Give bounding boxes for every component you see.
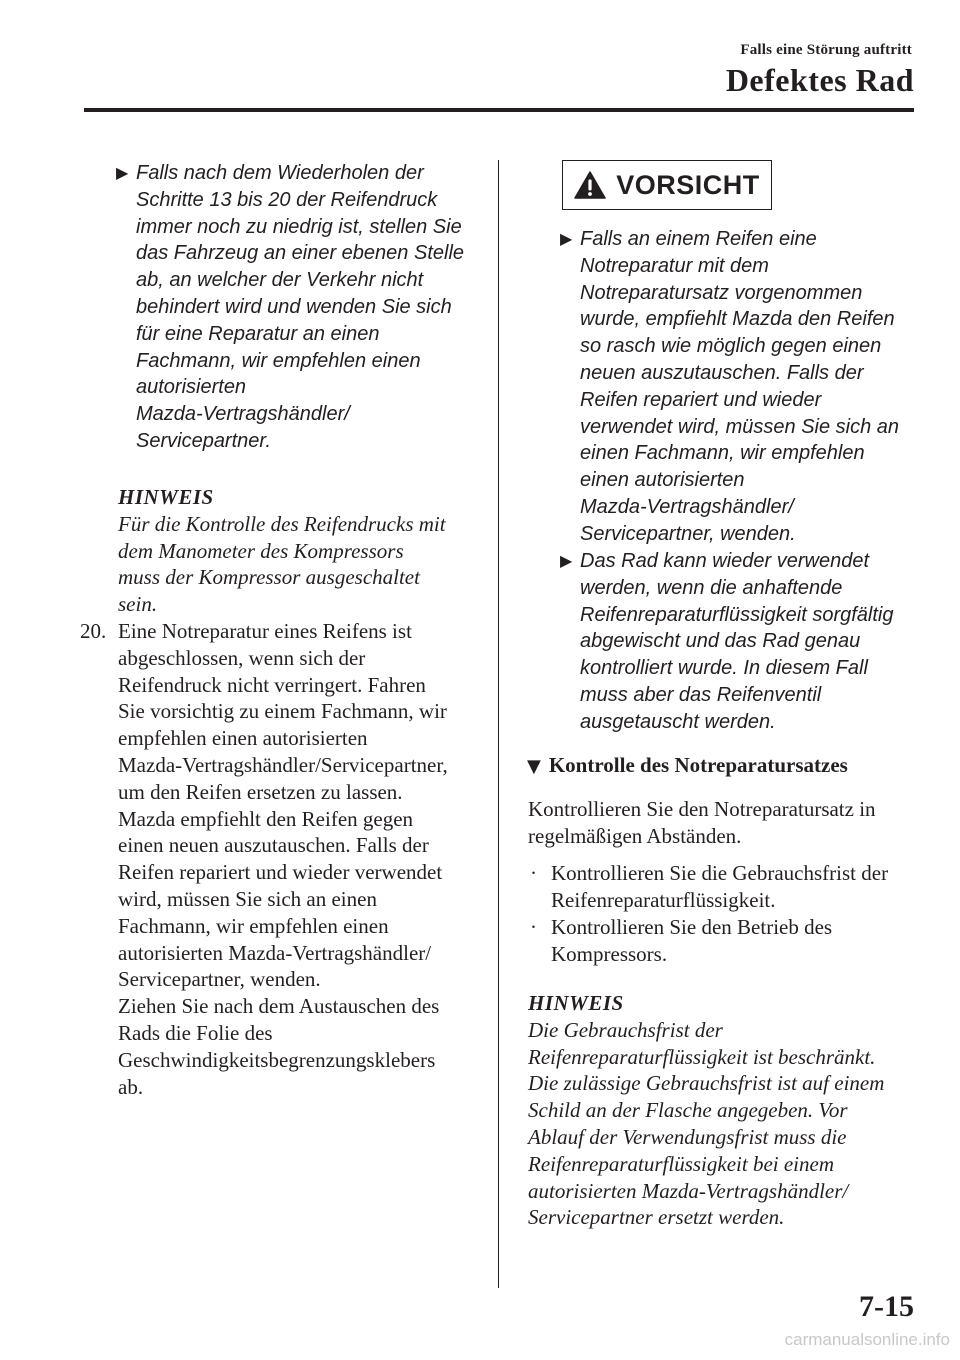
section-header: Falls eine Störung auftritt	[740, 42, 912, 58]
hint-block-left: HINWEIS Für die Kontrolle des Reifendrucks mit dem Manometer des Kompressors muss der Kompressor ausgeschaltet sein.	[118, 485, 446, 617]
triangle-right-icon: ▶	[560, 229, 573, 248]
warning-item-text: Das Rad kann wieder verwendet werden, wenn die anhaftende Reifenreparaturflüssigkeit sorgfältig abgewischt und das Rad genau kontrolliert wurde. In diesem Fall muss aber das Reifenventil ausgetauscht werden.	[580, 550, 894, 733]
warning-label: VORSICHT	[616, 169, 760, 200]
step-number: 20.	[80, 619, 107, 643]
italic-note-text: Falls nach dem Wiederholen der Schritte 13 bis 20 der Reifendruck immer noch zu niedrig ist, stellen Sie das Fahrzeug an einer ebenen Stelle ab, an welcher der Verkehr nicht behindert wird und wenden Sie sich für eine Reparatur an einen Fachmann, wir empfehlen einen autorisierten Mazda-Vertragshändler/ Servicepartner.	[136, 162, 465, 452]
header-divider	[84, 108, 914, 112]
warning-triangle-icon	[574, 171, 606, 199]
watermark: carmanualsonline.info	[784, 1330, 950, 1349]
warning-item-text: Falls an einem Reifen eine Notreparatur mit dem Notreparatursatz vorgenommen wurde, empfiehlt Mazda den Reifen so rasch wie möglich gegen einen neuen auszutauschen. Falls der Reifen repariert und wieder verwendet wird, müssen Sie sich an einen Fachmann, wir empfehlen einen autorisierten Mazda-Vertragshändler/ Servicepartner, wenden.	[580, 228, 900, 545]
column-divider	[498, 160, 499, 1288]
triangle-right-icon: ▶	[560, 551, 573, 570]
hint-label: HINWEIS	[528, 991, 624, 1015]
middle-dot-icon: ·	[530, 861, 537, 885]
hint-block-right: HINWEIS Die Gebrauchsfrist der Reifenreparaturflüssigkeit ist beschränkt. Die zulässige Gebrauchsfrist ist auf einem Schild an der Flasche angegeben. Vor Ablauf der Verwendungsfrist muss die Reifenreparaturflüssigkeit bei einem autorisierten Mazda-Vertragshändler/ Servicepartner ersetzt werden.	[528, 991, 885, 1230]
triangle-down-icon: ▼	[527, 756, 541, 777]
middle-dot-icon: ·	[530, 915, 537, 939]
triangle-right-icon: ▶	[116, 163, 129, 182]
page-number: 7-15	[859, 1290, 914, 1323]
step-text: Eine Notreparatur eines Reifens ist abgeschlossen, wenn sich der Reifendruck nicht verringert. Fahren Sie vorsichtig zu einem Fachmann, wir empfehlen einen autorisierten Mazda-Vertragshändler/Servicepartner, um den Reifen ersetzen zu lassen. Mazda empfiehlt den Reifen gegen einen neuen auszutauschen. Falls der Reifen repariert und wieder verwendet wird, müssen Sie sich an einen Fachmann, wir empfehlen einen autorisierten Mazda-Vertragshändler/ Servicepartner, wenden. Ziehen Sie nach dem Austauschen des Rads die Folie des Geschwindigkeitsbegrenzungsklebers ab.	[118, 619, 448, 1099]
hint-label: HINWEIS	[118, 485, 214, 509]
intro-paragraph: Kontrollieren Sie den Notreparatursatz in regelmäßigen Abständen.	[528, 797, 876, 848]
warning-box	[562, 160, 772, 210]
section-heading: ▼ Kontrolle des Notreparatursatzes	[527, 753, 848, 777]
page-title: Defektes Rad	[725, 62, 914, 98]
